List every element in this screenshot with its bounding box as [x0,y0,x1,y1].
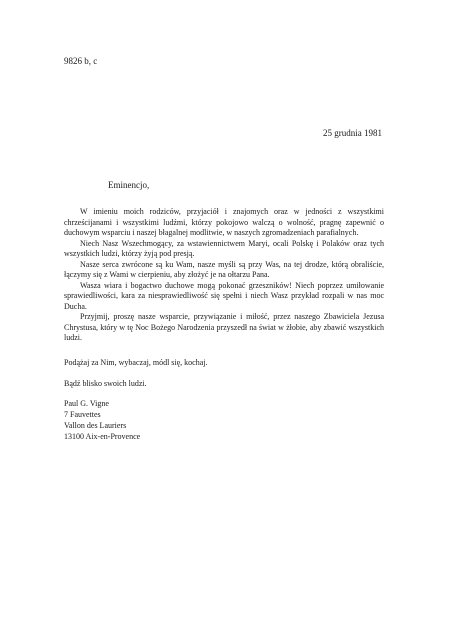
sender-place: Vallon des Lauriers [64,421,127,430]
paragraph: Nasze serca zwrócone są ku Wam, nasze myśli są przy Was, na tej drodze, którą obraliście, łączymy się z Wami w cierpieniu, aby złożyć je na ołtarzu Pana. [64,259,384,279]
sender-street: 7 Fauvettes [64,410,101,419]
paragraph: W imieniu moich rodziców, przyjaciół i znajomych oraz w jedności z wszystkimi chrześcijanami i wszystkimi ludźmi, którzy pokojowo walczą o wolność, pragnę zapewnić o duchowym wsparciu i naszej błagalnej modlitwie, w naszych zgromadzeniach parafialnych. [64,207,384,237]
sender-name: Paul G. Vigne [64,399,109,408]
paragraph: Wasza wiara i bogactwo duchowe mogą pokonać grzeszników! Niech poprzez umiłowanie sprawiedliwości, kara za niesprawiedliwość się spełni i niech Wasz przykład rozpali w nas moc Ducha. [64,280,384,311]
salutation: Eminencjo, [108,180,150,190]
closing-line-2: Bądź blisko swoich ludzi. [64,379,147,388]
sender-city: 13100 Aix-en-Provence [64,432,141,441]
paragraph: Przyjmij, proszę nasze wsparcie, przywiązanie i miłość, przez naszego Zbawiciela Jezusa Chrystusa, który w tę Noc Bożego Narodzenia przyszedł na świat w żłobie, aby zbawić wszystkich ludzi. [64,312,384,342]
letter-date: 25 grudnia 1981 [323,128,382,138]
closing-line-1: Podążaj za Nim, wybaczaj, módl się, kochaj. [64,358,208,367]
letter-body [64,207,384,344]
reference-number: 9826 b, c [64,56,98,66]
signature-block [64,398,140,442]
paragraph: Niech Nasz Wszechmogący, za wstawiennictwem Maryi, ocali Polskę i Polaków oraz tych wszystkich ludzi, którzy żyją pod presją. [64,238,384,258]
